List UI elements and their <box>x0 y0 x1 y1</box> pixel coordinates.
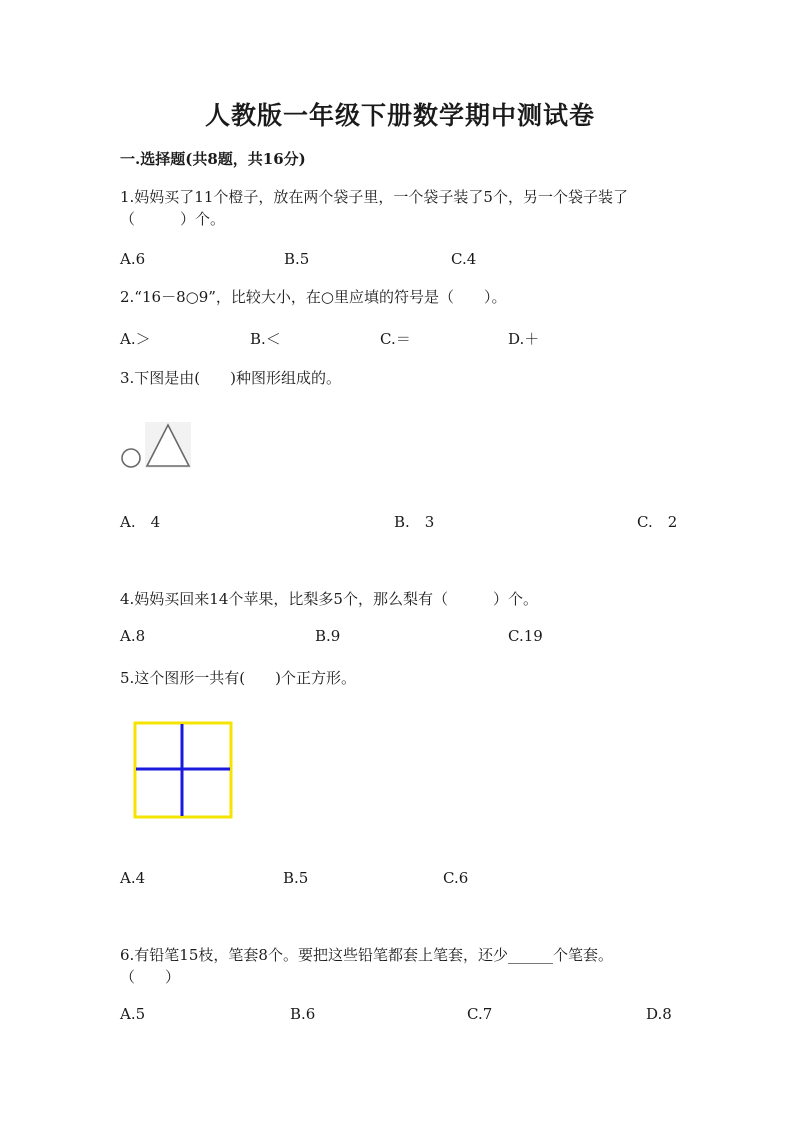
circle-icon <box>122 449 140 467</box>
page-title: 人教版一年级下册数学期中测试卷 <box>204 101 595 130</box>
question-4-text: 4.妈妈买回来14个苹果，比梨多5个，那么梨有（ ）个。 <box>120 590 538 608</box>
question-4-option-b: B.9 <box>315 627 341 645</box>
question-2-text: 2.“16－8○9”，比较大小，在○里应填的符号是（ ）。 <box>120 288 507 306</box>
question-3-option-b: B. 3 <box>394 513 435 531</box>
question-1-option-c: C.4 <box>451 250 477 268</box>
question-6-option-b: B.6 <box>290 1005 316 1023</box>
question-4-option-a: A.8 <box>120 627 146 645</box>
question-2-option-a: A.＞ <box>120 330 151 348</box>
question-3-option-c: C. 2 <box>637 513 678 531</box>
section-heading: 一.选择题(共8题，共16分) <box>120 150 306 168</box>
question-3-option-a: A. 4 <box>120 513 161 531</box>
question-5-option-c: C.6 <box>443 869 469 887</box>
question-6-option-c: C.7 <box>467 1005 493 1023</box>
question-5-option-a: A.4 <box>120 869 146 887</box>
question-2-option-d: D.＋ <box>508 330 540 348</box>
question-1-line-1: 1.妈妈买了11个橙子，放在两个袋子里，一个袋子装了5个，另一个袋子装了 <box>120 188 628 206</box>
question-6-option-a: A.5 <box>120 1005 146 1023</box>
question-6-option-d: D.8 <box>646 1005 672 1023</box>
question-2-option-c: C.＝ <box>380 330 411 348</box>
question-3-text: 3.下图是由( )种图形组成的。 <box>120 369 342 387</box>
question-5-figure <box>133 721 233 819</box>
question-3-figure <box>120 420 195 472</box>
question-6-line-1: 6.有铅笔15枝，笔套8个。要把这些铅笔都套上笔套，还少______个笔套。 <box>120 946 613 964</box>
question-1-option-b: B.5 <box>284 250 310 268</box>
question-5-option-b: B.5 <box>283 869 309 887</box>
question-1-line-2: （ ）个。 <box>120 210 226 228</box>
question-4-option-c: C.19 <box>508 627 543 645</box>
question-1-option-a: A.6 <box>120 250 146 268</box>
question-5-text: 5.这个图形一共有( )个正方形。 <box>120 669 357 687</box>
question-6-line-2: （ ） <box>120 968 181 986</box>
question-2-option-b: B.＜ <box>250 330 281 348</box>
